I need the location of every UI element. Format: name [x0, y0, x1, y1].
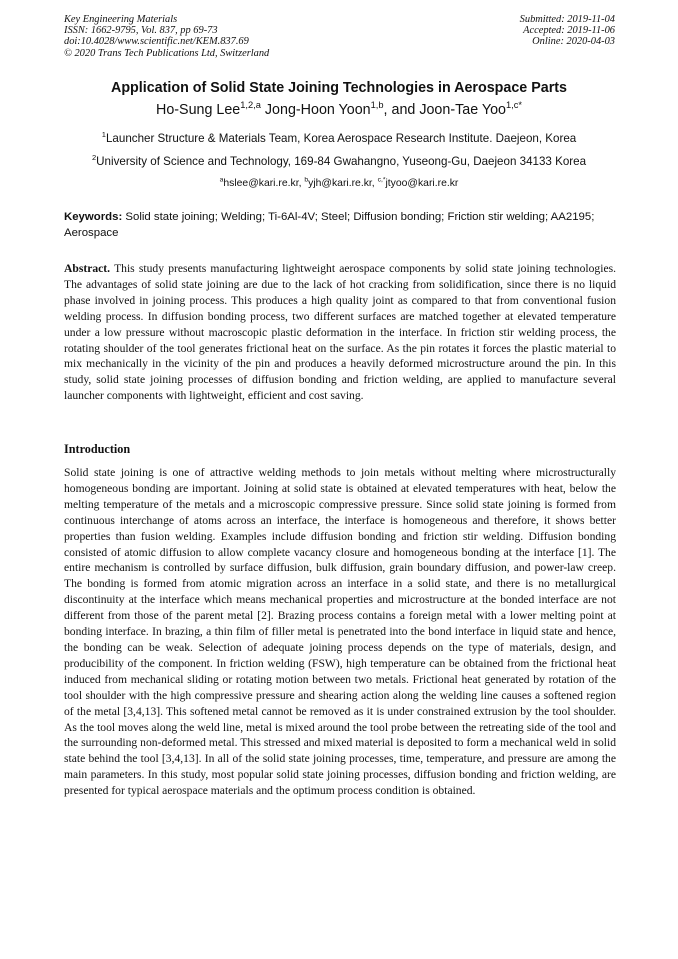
submission-dates	[520, 14, 615, 48]
email-mark: c,*	[377, 176, 386, 184]
journal-issn: ISSN: 1662-9795, Vol. 837, pp 69-73	[64, 25, 218, 37]
author-name: Jong-Hoon Yoon	[264, 102, 371, 118]
email-text: jtyoo@kari.re.kr	[385, 178, 459, 189]
author-name: and Joon-Tae Yoo	[391, 102, 506, 118]
affiliation-text: University of Science and Technology, 169-84 Gwahangno, Yuseong-Gu, Daejeon 34133 Korea	[96, 155, 587, 168]
submitted-date: Submitted: 2019-11-04	[519, 14, 615, 25]
section-heading-introduction: Introduction	[64, 442, 131, 456]
author-affiliation-mark: 1,2,a	[240, 100, 261, 111]
affiliation-text: Launcher Structure & Materials Team, Korea Aerospace Research Institute. Daejeon, Korea	[105, 132, 577, 145]
abstract-text: This study presents manufacturing lightweight aerospace components by solid state joining technologies. The advantages of solid state joining are due to the lack of hot cracking from solidification, since there is no liquid phase involved in joining process. This produces a high quality joint as compared to that from conventional fusion welding process. In diffusion bonding process, two different surfaces are matched together at elevated temperature under a low pressure without macroscopic plastic deformation in the interface. In friction stir welding process, the rotating shoulder of the tool generates frictional heat on the surface. As the pin rotates it forces the plastic material to mix mechanically in the vicinity of the pin and produces a heavily deformed microstructure around the pin. In this study, solid state joining processes of diffusion bonding and friction welding, are applied to manufacture several launcher components with lightweight, efficient and cost saving.	[64, 262, 616, 403]
abstract	[64, 261, 616, 404]
affiliation-mark: 1	[101, 130, 106, 140]
abstract-label: Abstract.	[64, 262, 111, 275]
author-affiliation-mark: 1,c*	[505, 100, 522, 111]
author-name: Ho-Sung Lee	[156, 102, 241, 118]
journal-header	[64, 14, 269, 59]
keywords-label: Keywords:	[64, 211, 123, 223]
email-mark: b	[304, 176, 309, 184]
introduction-paragraph: Solid state joining is one of attractive welding methods to join metals without melting where microstructurally homogeneous bonding are important. Joining at solid state is obtained at elevated temperatures with heat, below the melting temperature of the metals and a microscopic compressive pressure. Since solid state joining is formed from continuous interchange of atoms across an interface, the interface is homogeneous and therefore, it shows better properties than fusion welding. Examples include diffusion bonding and friction stir welding. Diffusion bonding consisted of atomic diffusion to allow complete vacancy closure and homogeneous bonding at the interface [1]. The entire mechanism is controlled by surface diffusion, bulk diffusion, grain boundary diffusion, and power-law creep. The bonding is formed from atomic migration across an interface in a solid state, and there is no metallurgical discontinuity at the interface which means mechanical properties and microstructure at the bonded interface are not different from those of the parent metal [2]. Brazing process contains a foreign metal with a lower melting point at bonding interface. In brazing, a thin film of filler metal is penetrated into the bond interface in liquid state and hence, the bonding can be weak. Selection of adequate joining process depends on the type of materials, design, and producibility of the component. In friction welding (FSW), high temperature can be obtained from the frictional heat induced from mechanical sliding or rotating motion between two metals. Frictional heat generated by rotation of the tool shoulder with the high compressive pressure and shearing action along the welding line causes a softened region of the metal [3,4,13]. This softened metal cannot be removed as it is under constrained extrusion by the tool shoulder. As the tool moves along the weld line, metal is mixed around the tool probe between the retreating side of the tool and the surrounding non-deformed metal. This stressed and mixed material is deposited to form a mechanical weld in solid state behind the tool [3,4,13]. In all of the solid state joining processes, time, temperature, and pressure are among the main parameters. In this study, most popular solid state joining processes, diffusion bonding and friction welding, are presented for typical aerospace materials and the optimum process condition is obtained.	[64, 466, 616, 798]
email-text: yjh@kari.re.kr,	[308, 178, 375, 189]
journal-doi: doi:10.4028/www.scientific.net/KEM.837.69	[64, 36, 249, 48]
affiliation	[0, 155, 678, 168]
author-list: Ho-Sung Lee$^{1,2,a}$ Jong-Hoon Yoon$^{1,b}$, and Joon-Tae Yoo$^{1,c*}$	[156, 100, 522, 118]
journal-copyright: © 2020 Trans Tech Publications Ltd, Switzerland	[64, 47, 270, 59]
journal-name: Key Engineering Materials	[64, 14, 178, 25]
keywords	[64, 209, 618, 241]
online-date: Online: 2020-04-03	[532, 36, 615, 48]
affiliation	[0, 132, 678, 145]
author-emails	[0, 178, 678, 189]
email-text: hslee@kari.re.kr,	[223, 178, 302, 189]
keywords-text: Solid state joining; Welding; Ti-6Al-4V; Steel; Diffusion bonding; Friction stir welding; AA2195; Aerospace	[64, 211, 595, 239]
affiliation-mark: 2	[91, 153, 97, 163]
author-affiliation-mark: 1,b	[370, 100, 384, 111]
paper-title: Application of Solid State Joining Technologies in Aerospace Parts	[111, 80, 567, 96]
accepted-date: Accepted: 2019-11-06	[523, 25, 615, 37]
email-mark: a	[219, 176, 224, 184]
